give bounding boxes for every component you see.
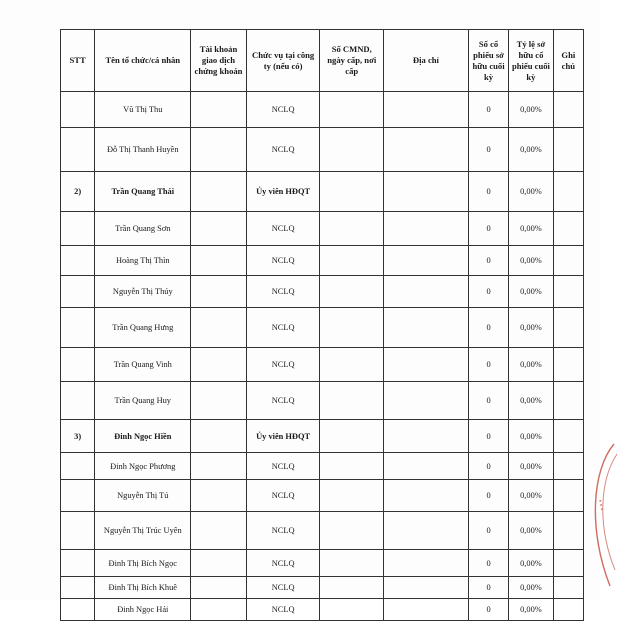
cell-address: [384, 512, 469, 550]
cell-address: [384, 577, 469, 599]
cell-ratio: 0,00%: [509, 276, 553, 308]
cell-note: [553, 577, 583, 599]
cell-id: [320, 599, 384, 621]
cell-id: [320, 480, 384, 512]
cell-shares: 0: [468, 453, 508, 480]
table-row: [61, 577, 584, 599]
cell-ratio: 0,00%: [509, 550, 553, 577]
cell-id: [320, 382, 384, 420]
cell-account: [191, 92, 247, 128]
cell-ratio: 0,00%: [509, 92, 553, 128]
table-row: [61, 348, 584, 382]
cell-ratio: 0,00%: [509, 246, 553, 276]
cell-stt: [61, 348, 95, 382]
cell-name: Đỗ Thị Thanh Huyền: [95, 128, 191, 172]
cell-note: [553, 599, 583, 621]
cell-position: Ủy viên HĐQT: [246, 420, 320, 453]
cell-shares: 0: [468, 382, 508, 420]
cell-id: [320, 308, 384, 348]
cell-shares: 0: [468, 550, 508, 577]
cell-note: [553, 92, 583, 128]
cell-address: [384, 420, 469, 453]
cell-shares: 0: [468, 172, 508, 212]
cell-address: [384, 453, 469, 480]
cell-stt: [61, 453, 95, 480]
cell-note: [553, 308, 583, 348]
cell-id: [320, 212, 384, 246]
cell-name: Trần Quang Hưng: [95, 308, 191, 348]
cell-stt: [61, 308, 95, 348]
table-body: [61, 92, 584, 621]
header-account: Tài khoản giao dịch chứng khoán: [191, 30, 247, 92]
cell-address: [384, 382, 469, 420]
cell-name: Vũ Thị Thu: [95, 92, 191, 128]
cell-id: [320, 172, 384, 212]
table-row: [61, 480, 584, 512]
cell-address: [384, 480, 469, 512]
cell-stt: [61, 599, 95, 621]
cell-account: [191, 212, 247, 246]
table-row: [61, 382, 584, 420]
header-stt: STT: [61, 30, 95, 92]
cell-shares: 0: [468, 276, 508, 308]
cell-stt: [61, 577, 95, 599]
cell-position: NCLQ: [246, 308, 320, 348]
cell-account: [191, 128, 247, 172]
cell-address: [384, 92, 469, 128]
cell-name: Đinh Ngọc Phương: [95, 453, 191, 480]
cell-stt: [61, 512, 95, 550]
cell-name: Hoàng Thị Thìn: [95, 246, 191, 276]
cell-name: Trần Quang Thái: [95, 172, 191, 212]
cell-shares: 0: [468, 212, 508, 246]
cell-address: [384, 246, 469, 276]
cell-shares: 0: [468, 480, 508, 512]
cell-note: [553, 480, 583, 512]
cell-position: NCLQ: [246, 128, 320, 172]
cell-ratio: 0,00%: [509, 480, 553, 512]
cell-shares: 0: [468, 348, 508, 382]
cell-id: [320, 128, 384, 172]
cell-shares: 0: [468, 246, 508, 276]
cell-name: Đinh Ngọc Hải: [95, 599, 191, 621]
cell-ratio: 0,00%: [509, 128, 553, 172]
cell-account: [191, 308, 247, 348]
cell-ratio: 0,00%: [509, 420, 553, 453]
cell-account: [191, 577, 247, 599]
cell-note: [553, 420, 583, 453]
cell-note: [553, 246, 583, 276]
cell-account: [191, 480, 247, 512]
cell-shares: 0: [468, 308, 508, 348]
header-id: Số CMND, ngày cấp, nơi cấp: [320, 30, 384, 92]
cell-name: Đinh Ngọc Hiền: [95, 420, 191, 453]
cell-position: NCLQ: [246, 92, 320, 128]
cell-position: NCLQ: [246, 348, 320, 382]
table-row: [61, 550, 584, 577]
header-position: Chức vụ tại công ty (nếu có): [246, 30, 320, 92]
header-address: Địa chỉ: [384, 30, 469, 92]
cell-name: Nguyễn Thị Thúy: [95, 276, 191, 308]
cell-stt: [61, 128, 95, 172]
cell-position: NCLQ: [246, 480, 320, 512]
table-row: [61, 246, 584, 276]
cell-shares: 0: [468, 512, 508, 550]
cell-position: NCLQ: [246, 550, 320, 577]
cell-id: [320, 453, 384, 480]
cell-position: Ủy viên HĐQT: [246, 172, 320, 212]
table-row: [61, 420, 584, 453]
table-row: [61, 276, 584, 308]
cell-shares: 0: [468, 420, 508, 453]
table-row: [61, 212, 584, 246]
cell-account: [191, 276, 247, 308]
cell-shares: 0: [468, 128, 508, 172]
cell-name: Nguyễn Thị Trúc Uyên: [95, 512, 191, 550]
table-row: [61, 92, 584, 128]
cell-name: Trần Quang Vinh: [95, 348, 191, 382]
cell-id: [320, 577, 384, 599]
table-row: [61, 172, 584, 212]
cell-name: Nguyễn Thị Tú: [95, 480, 191, 512]
cell-note: [553, 128, 583, 172]
header-ratio: Tỷ lệ sở hữu cổ phiếu cuối kỳ: [509, 30, 553, 92]
header-note: Ghi chú: [553, 30, 583, 92]
cell-ratio: 0,00%: [509, 308, 553, 348]
cell-position: NCLQ: [246, 512, 320, 550]
cell-account: [191, 550, 247, 577]
related-persons-table: [60, 29, 584, 621]
table-row: [61, 512, 584, 550]
cell-address: [384, 276, 469, 308]
cell-ratio: 0,00%: [509, 453, 553, 480]
cell-address: [384, 212, 469, 246]
cell-account: [191, 246, 247, 276]
cell-stt: 2): [61, 172, 95, 212]
cell-address: [384, 308, 469, 348]
header-shares: Số cổ phiếu sở hữu cuối kỳ: [468, 30, 508, 92]
svg-text:▪ ▪ ▪: ▪ ▪ ▪: [596, 498, 606, 512]
cell-ratio: 0,00%: [509, 599, 553, 621]
cell-account: [191, 599, 247, 621]
header-name: Tên tổ chức/cá nhân: [95, 30, 191, 92]
cell-id: [320, 512, 384, 550]
cell-stt: [61, 382, 95, 420]
cell-stt: [61, 276, 95, 308]
table-row: [61, 599, 584, 621]
cell-account: [191, 512, 247, 550]
cell-position: NCLQ: [246, 453, 320, 480]
cell-note: [553, 453, 583, 480]
cell-address: [384, 128, 469, 172]
cell-ratio: 0,00%: [509, 382, 553, 420]
cell-id: [320, 92, 384, 128]
cell-id: [320, 348, 384, 382]
cell-note: [553, 276, 583, 308]
cell-note: [553, 382, 583, 420]
cell-stt: [61, 246, 95, 276]
cell-address: [384, 599, 469, 621]
cell-stt: [61, 550, 95, 577]
red-stamp-fragment: [584, 440, 618, 590]
cell-id: [320, 276, 384, 308]
cell-account: [191, 382, 247, 420]
cell-note: [553, 172, 583, 212]
cell-account: [191, 453, 247, 480]
table-header-row: [61, 30, 584, 92]
cell-note: [553, 550, 583, 577]
cell-position: NCLQ: [246, 577, 320, 599]
cell-stt: 3): [61, 420, 95, 453]
cell-name: Trần Quang Huy: [95, 382, 191, 420]
cell-account: [191, 348, 247, 382]
cell-shares: 0: [468, 599, 508, 621]
cell-shares: 0: [468, 577, 508, 599]
cell-account: [191, 420, 247, 453]
cell-position: NCLQ: [246, 276, 320, 308]
cell-stt: [61, 480, 95, 512]
cell-note: [553, 212, 583, 246]
cell-address: [384, 550, 469, 577]
cell-address: [384, 348, 469, 382]
cell-id: [320, 550, 384, 577]
cell-address: [384, 172, 469, 212]
cell-position: NCLQ: [246, 599, 320, 621]
table-row: [61, 453, 584, 480]
cell-ratio: 0,00%: [509, 512, 553, 550]
cell-shares: 0: [468, 92, 508, 128]
cell-id: [320, 246, 384, 276]
cell-ratio: 0,00%: [509, 348, 553, 382]
cell-stt: [61, 92, 95, 128]
cell-note: [553, 512, 583, 550]
cell-name: Trần Quang Sơn: [95, 212, 191, 246]
cell-account: [191, 172, 247, 212]
cell-name: Đinh Thị Bích Khuê: [95, 577, 191, 599]
table-row: [61, 308, 584, 348]
cell-id: [320, 420, 384, 453]
table-row: [61, 128, 584, 172]
cell-name: Đinh Thị Bích Ngọc: [95, 550, 191, 577]
cell-position: NCLQ: [246, 382, 320, 420]
cell-ratio: 0,00%: [509, 212, 553, 246]
cell-ratio: 0,00%: [509, 172, 553, 212]
cell-note: [553, 348, 583, 382]
cell-ratio: 0,00%: [509, 577, 553, 599]
cell-position: NCLQ: [246, 212, 320, 246]
cell-stt: [61, 212, 95, 246]
cell-position: NCLQ: [246, 246, 320, 276]
